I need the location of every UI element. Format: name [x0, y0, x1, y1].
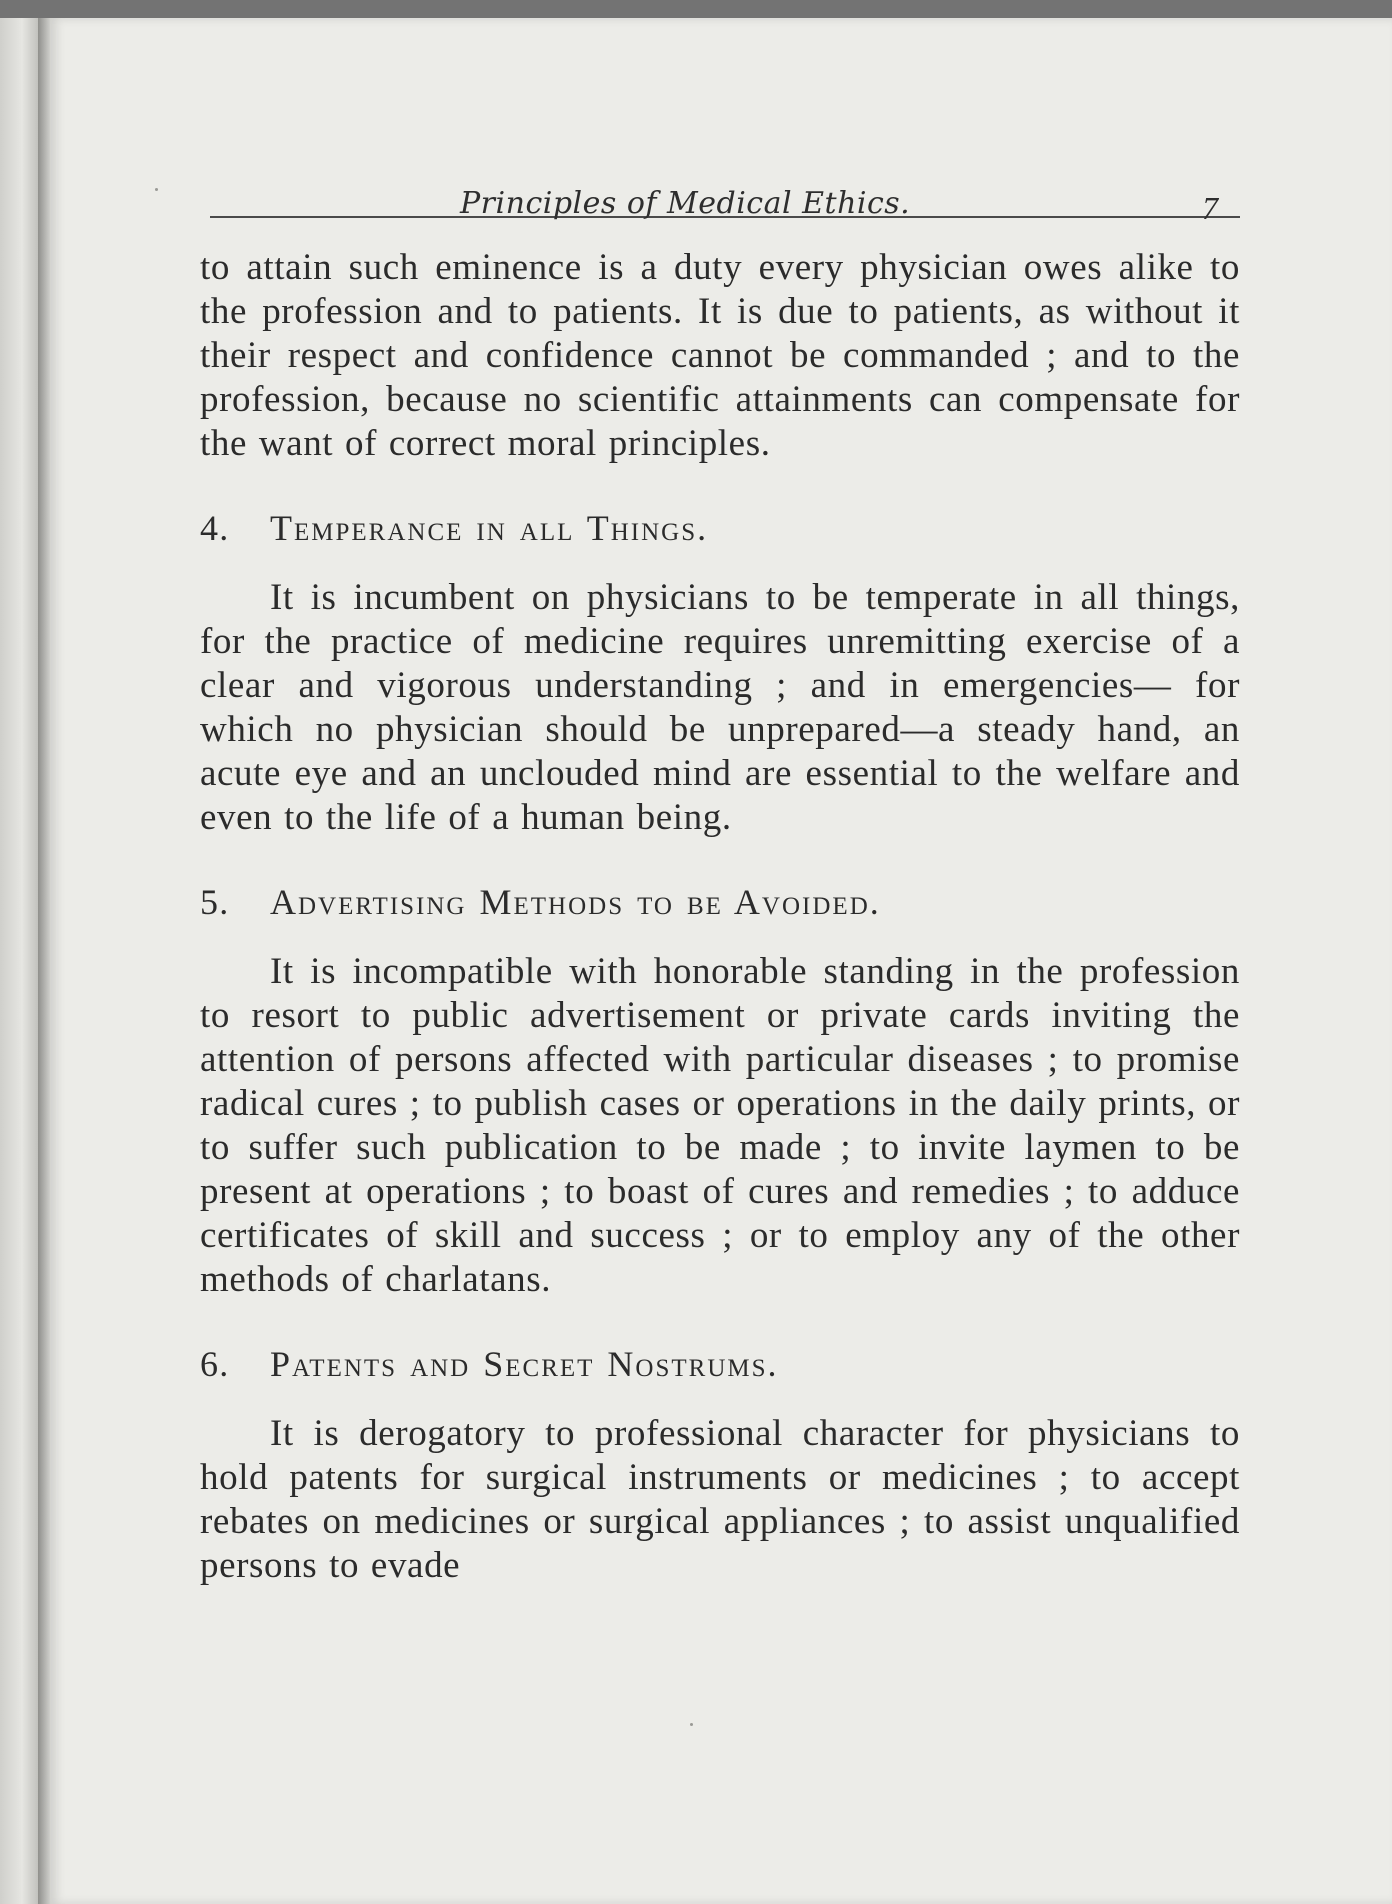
page-content	[200, 168, 1240, 1588]
continuation-paragraph: to attain such eminence is a duty every physician owes alike to the profession and to patients. It is due to patients, as without it their respect and confidence cannot be commanded ; and to the profession, because no scientific attainments can compensate for the want of correct moral principles.	[200, 247, 1240, 464]
section-number: 4.	[200, 508, 230, 548]
page-body	[200, 246, 1240, 1588]
section-title: Temperance in all Things.	[270, 508, 709, 548]
section-paragraph-4: It is incumbent on physicians to be temperate in all things, for the practice of medicine requires unremitting exercise of a clear and vigorous understanding ; and in emergencies— for which no physician should be unprepared—a steady hand, an acute eye and an unclouded mind are essential to the welfare and even to the life of a human being.	[200, 577, 1240, 838]
page-number: 7	[1202, 190, 1218, 226]
section-number: 6.	[200, 1344, 230, 1384]
section-number: 5.	[200, 882, 230, 922]
running-head	[210, 168, 1240, 226]
book-page	[50, 18, 1392, 1904]
section-paragraph-6: It is derogatory to professional character for physicians to hold patents for surgical instruments or medicines ; to accept rebates on medicines or surgical appliances ; to assist unqualified persons to evade	[200, 1413, 1240, 1586]
section-heading-4	[200, 506, 1240, 550]
section-heading-5	[200, 880, 1240, 924]
section-title: Patents and Secret Nostrums.	[270, 1344, 779, 1384]
paper-speck	[155, 188, 158, 191]
running-head-title: Principles of Medical Ethics.	[460, 186, 911, 221]
paper-speck	[690, 1723, 693, 1726]
section-paragraph-5: It is incompatible with honorable standing in the profession to resort to public advertisement or private cards inviting the attention of persons affected with particular diseases ; to promise radical cures ; to publish cases or operations in the daily prints, or to suffer such publication to be made ; to invite laymen to be present at operations ; to boast of cures and remedies ; to adduce certificates of skill and success ; or to employ any of the other methods of charlatans.	[200, 951, 1240, 1300]
facing-page-edge	[0, 18, 40, 1904]
section-heading-6	[200, 1342, 1240, 1386]
section-title: Advertising Methods to be Avoided.	[270, 882, 881, 922]
